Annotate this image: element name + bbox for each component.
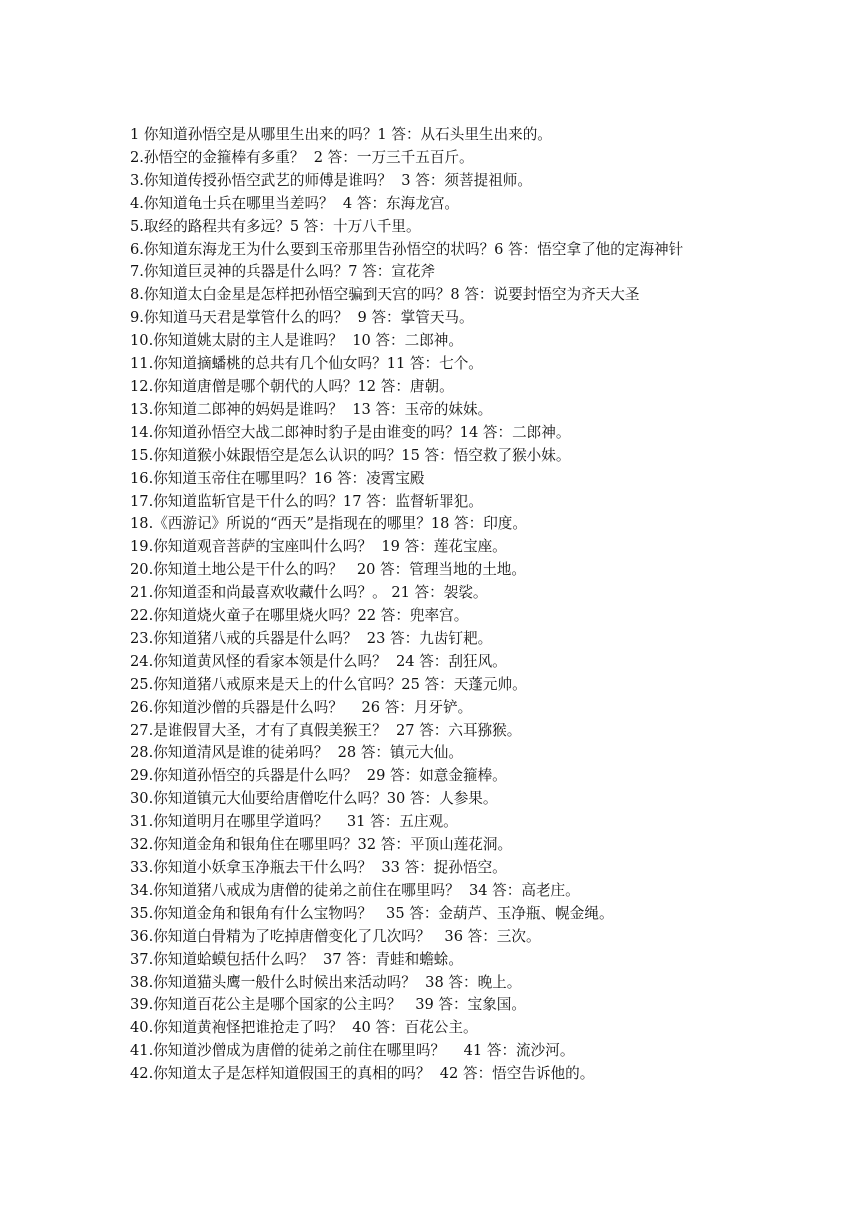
qa-item-9: 9.你知道马天君是掌管什么的吗？ 9 答：掌管天马。 [130,309,474,327]
qa-item-1: 1 你知道孙悟空是从哪里生出来的吗？1 答：从石头里生出来的。 [130,126,552,143]
qa-item-35: 35.你知道金角和银角有什么宝物吗？ 35 答：金葫芦、玉净瓶、幌金绳。 [130,904,614,922]
qa-item-24: 24.你知道黄风怪的看家本领是什么吗？ 24 答：刮狂风。 [130,652,507,670]
qa-item-30: 30.你知道镇元大仙要给唐僧吃什么吗？30 答：人参果。 [130,790,498,808]
qa-item-32: 32.你知道金角和银角住在哪里吗？32 答：平顶山莲花洞。 [130,836,513,854]
qa-item-33: 33.你知道小妖拿玉净瓶去干什么吗？ 33 答：捉孙悟空。 [130,859,507,876]
qa-item-2: 2.孙悟空的金箍棒有多重？ 2 答：一万三千五百斤。 [130,148,474,166]
qa-item-21: 21.你知道歪和尚最喜欢收藏什么吗？。 21 答：袈裟。 [130,584,488,602]
qa-item-34: 34.你知道猪八戒成为唐僧的徒弟之前住在哪里吗？ 34 答：高老庄。 [130,881,580,899]
qa-item-7: 7.你知道巨灵神的兵器是什么吗？7 答：宣花斧 [130,263,436,281]
qa-item-25: 25.你知道猪八戒原来是天上的什么官吗？25 答：天蓬元帅。 [130,675,527,693]
qa-item-3: 3.你知道传授孙悟空武艺的师傅是谁吗？ 3 答：须菩提祖师。 [130,171,532,189]
qa-item-23: 23.你知道猪八戒的兵器是什么吗？ 23 答：九齿钉耙。 [130,629,493,647]
qa-item-6: 6.你知道东海龙王为什么要到玉帝那里告孙悟空的状吗？6 答：悟空拿了他的定海神针 [130,240,684,258]
qa-item-27: 27.是谁假冒大圣，才有了真假美猴王？ 27 答：六耳猕猴。 [130,721,522,739]
qa-item-39: 39.你知道百花公主是哪个国家的公主吗？ 39 答：宝象国。 [130,996,526,1014]
qa-item-26: 26.你知道沙僧的兵器是什么吗？ 26 答：月牙铲。 [130,698,473,716]
qa-item-5: 5.取经的路程共有多远？5 答：十万八千里。 [130,217,421,235]
qa-item-11: 11.你知道摘蟠桃的总共有几个仙女吗？11 答：七个。 [130,355,483,373]
qa-item-36: 36.你知道白骨精为了吃掉唐僧变化了几次吗？ 36 答：三次。 [130,927,541,945]
qa-item-10: 10.你知道姚太尉的主人是谁吗？ 10 答：二郎神。 [130,332,463,350]
qa-item-31: 31.你知道明月在哪里学道吗？ 31 答：五庄观。 [130,813,458,831]
qa-item-15: 15.你知道猴小妹跟悟空是怎么认识的吗？15 答：悟空救了猴小妹。 [130,446,571,464]
qa-item-12: 12.你知道唐僧是哪个朝代的人吗？12 答：唐朝。 [130,377,454,395]
qa-item-4: 4.你知道龟士兵在哪里当差吗？ 4 答：东海龙宫。 [130,194,460,212]
qa-item-16: 16.你知道玉帝住在哪里吗？16 答：凌霄宝殿 [130,469,425,487]
qa-item-42: 42.你知道太子是怎样知道假国王的真相的吗？ 42 答：悟空告诉他的。 [130,1065,595,1083]
qa-item-29: 29.你知道孙悟空的兵器是什么吗？ 29 答：如意金箍棒。 [130,767,507,785]
qa-item-8: 8.你知道太白金星是怎样把孙悟空骗到天宫的吗？8 答：说要封悟空为齐天大圣 [130,286,640,304]
qa-item-40: 40.你知道黄袍怪把谁抢走了吗？ 40 答：百花公主。 [130,1019,478,1037]
qa-item-41: 41.你知道沙僧成为唐僧的徒弟之前住在哪里吗？ 41 答：流沙河。 [130,1042,575,1060]
qa-item-19: 19.你知道观音菩萨的宝座叫什么吗？ 19 答：莲花宝座。 [130,538,507,556]
qa-item-18: 18.《西游记》所说的“西天”是指现在的哪里？18 答：印度。 [130,515,527,533]
qa-item-13: 13.你知道二郎神的妈妈是谁吗？ 13 答：玉帝的妹妹。 [130,400,493,418]
qa-item-17: 17.你知道监斩官是干什么的吗？17 答：监督斩罪犯。 [130,492,483,510]
qa-item-38: 38.你知道猫头鹰一般什么时候出来活动吗？ 38 答：晚上。 [130,973,522,991]
qa-list [130,124,740,1086]
qa-item-28: 28.你知道清风是谁的徒弟吗？ 28 答：镇元大仙。 [130,744,463,762]
qa-item-14: 14.你知道孙悟空大战二郎神时豹子是由谁变的吗？14 答：二郎神。 [130,423,571,441]
qa-item-37: 37.你知道蛤蟆包括什么吗？ 37 答：青蛙和蟾蜍。 [130,950,463,968]
qa-item-22: 22.你知道烧火童子在哪里烧火吗？22 答：兜率宫。 [130,607,469,625]
qa-item-20: 20.你知道土地公是干什么的吗？ 20 答：管理当地的土地。 [130,561,526,579]
